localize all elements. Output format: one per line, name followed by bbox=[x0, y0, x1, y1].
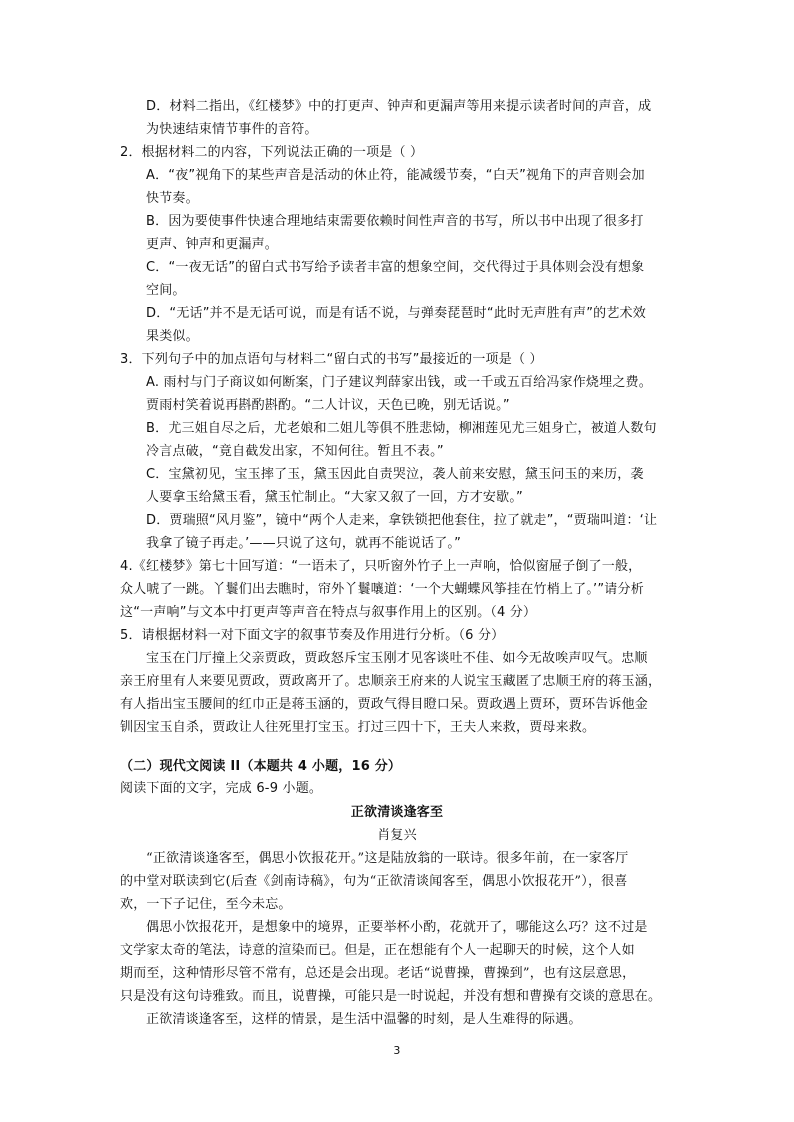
page-number: 3 bbox=[393, 1044, 401, 1057]
article-author: 肖复兴 bbox=[377, 828, 417, 843]
article-p2-line1: 偶思小饮报花开，是想象中的境界，正要举杯小酌，花就开了，哪能这么巧？这不过是 bbox=[146, 920, 648, 935]
q2-option-a-line2: 快节奏。 bbox=[146, 191, 199, 206]
question-4-line3: 这“一声响”与文本中打更声等声音在特点与叙事作用上的区别。（4 分） bbox=[120, 605, 537, 620]
question-4-line2: 众人唬了一跳。丫鬟们出去瞧时，帘外丫鬟嚷道：‘一个大蝴蝶风筝挂在竹梢上了。’”请分析 bbox=[120, 582, 644, 597]
q3-option-c-line1: C．宝黛初见，宝玉摔了玉，黛玉因此自责哭泣，袭人前来安慰，黛玉问玉的来历，袭 bbox=[146, 467, 644, 482]
article-p2-line2: 文学家太奇的笔法，诗意的渲染而已。但是，正在想能有个人一起聊天的时候，这个人如 bbox=[120, 943, 635, 958]
question-4-line1: 4.《红楼梦》第七十回写道：“一语未了，只听窗外竹子上一声响，恰似窗屉子倒了一般， bbox=[120, 559, 642, 574]
article-p2-line4: 只是没有这句诗雅致。而且，说曹操，可能只是一时说起，并没有想和曹操有交谈的意思在。 bbox=[120, 989, 662, 1004]
q2-option-b-line1: B．因为要使事件快速合理地结束需要依赖时间性声音的书写，所以书中出现了很多打 bbox=[146, 214, 644, 229]
q2-option-d-line2: 果类似。 bbox=[146, 329, 199, 344]
question-2-stem: 2．根据材料二的内容，下列说法正确的一项是（ ） bbox=[120, 145, 424, 160]
q2-option-a-line1: A．“夜”视角下的某些声音是活动的休止符，能减缓节奏，“白天”视角下的声音则会加 bbox=[146, 168, 645, 183]
q1-option-d-line1: D．材料二指出，《红楼梦》中的打更声、钟声和更漏声等用来提示读者时间的声音，成 bbox=[146, 99, 652, 114]
q3-option-a-line2: 贾雨村笑着说再斟酌斟酌。“二人计议，天色已晚，别无话说。” bbox=[146, 398, 510, 413]
q5-passage-line3: 有人指出宝玉腰间的红巾正是蒋玉涵的，贾政气得目瞪口呆。贾政遇上贾环，贾环告诉他金 bbox=[120, 697, 649, 712]
q3-option-c-line2: 人要拿玉给黛玉看，黛玉忙制止。“大家又叙了一回，方才安歇。” bbox=[146, 490, 523, 505]
q3-option-d-line1: D．贾瑞照“风月鉴”，镜中“两个人走来，拿铁锁把他套住，拉了就走”，“贾瑞叫道：‘让 bbox=[146, 513, 658, 528]
q2-option-d-line1: D．“无话”并不是无话可说，而是有话不说，与弹奏琵琶时“此时无声胜有声”的艺术效 bbox=[146, 306, 646, 321]
q1-option-d-line2: 为快速结束情节事件的音符。 bbox=[146, 122, 318, 137]
article-p3-line1: 正欲清谈逢客至，这样的情景，是生活中温馨的时刻，是人生难得的际遇。 bbox=[146, 1012, 582, 1027]
q3-option-d-line2: 我拿了镜子再走。’——只说了这句，就再不能说话了。” bbox=[146, 536, 462, 551]
q2-option-b-line2: 更声、钟声和更漏声。 bbox=[146, 237, 279, 252]
q2-option-c-line2: 空间。 bbox=[146, 283, 186, 298]
article-p1-line2: 的中堂对联读到它(后查《剑南诗稿》，句为“正欲清谈闻客至，偶思小饮报花开”），很喜 bbox=[120, 874, 628, 889]
article-p1-line3: 欢，一下子记住，至今未忘。 bbox=[120, 897, 292, 912]
q5-passage-line1: 宝玉在门厅撞上父亲贾政，贾政怒斥宝玉刚才见客谈吐不佳、如今无故唉声叹气。忠顺 bbox=[146, 651, 648, 666]
q3-option-b-line2: 冷言点破，“竟自截发出家，不知何往。暂且不表。” bbox=[146, 444, 444, 459]
q3-option-b-line1: B．尤三姐自尽之后，尤老娘和二姐儿等俱不胜悲恸，柳湘莲见尤三姐身亡，被道人数句 bbox=[146, 421, 657, 436]
q2-option-c-line1: C．“一夜无话”的留白式书写给予读者丰富的想象空间，交代得过于具体则会没有想象 bbox=[146, 260, 645, 275]
section-instruction: 阅读下面的文字，完成 6-9 小题。 bbox=[120, 781, 323, 796]
q5-passage-line2: 亲王府里有人来要见贾政，贾政离开了。忠顺亲王府来的人说宝玉藏匿了忠顺王府的蒋玉涵， bbox=[120, 674, 662, 689]
section-heading: （二）现代文阅读 II（本题共 4 小题，16 分） bbox=[120, 759, 402, 774]
question-3-stem: 3．下列句子中的加点语句与材料二“留白式的书写”最接近的一项是（ ） bbox=[120, 352, 543, 367]
question-5-stem: 5．请根据材料一对下面文字的叙事节奏及作用进行分析。（6 分） bbox=[120, 628, 505, 643]
q5-passage-line4: 钏因宝玉自杀，贾政让人往死里打宝玉。打过三四十下，王夫人来救，贾母来救。 bbox=[120, 720, 596, 735]
q3-option-a-line1: A. 雨村与门子商议如何断案，门子建议判薛家出钱，或一千或五百给冯家作烧埋之费。 bbox=[146, 375, 652, 390]
article-title: 正欲清谈逢客至 bbox=[350, 805, 444, 820]
article-p1-line1: “正欲清谈逢客至，偶思小饮报花开。”这是陆放翁的一联诗。很多年前，在一家客厅 bbox=[146, 851, 629, 866]
article-p2-line3: 期而至，这种情形尽管不常有，总还是会出现。老话“说曹操，曹操到”，也有这层意思， bbox=[120, 966, 636, 981]
